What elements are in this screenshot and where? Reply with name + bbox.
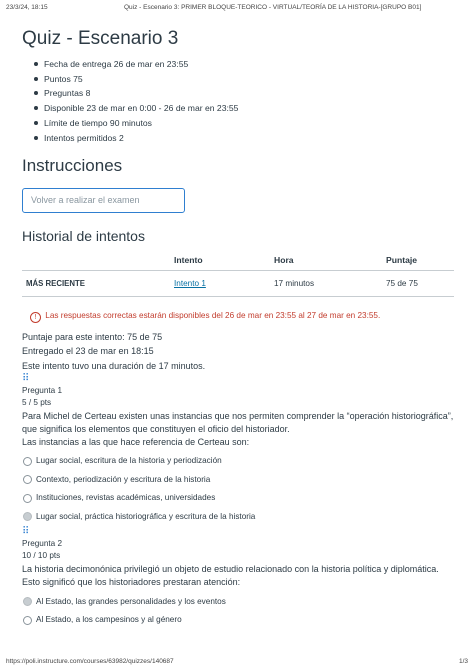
- print-date: 23/3/24, 18:15: [6, 4, 48, 11]
- answer-option[interactable]: [22, 470, 454, 488]
- answer-text: Lugar social, escritura de la historia y periodización: [36, 456, 222, 466]
- attempt-summary: [22, 330, 454, 373]
- attempt-time: 17 minutos: [270, 271, 382, 297]
- question-text: La historia decimonónica privilegió un objeto de estudio relacionado con la historia política y diplomática.: [22, 564, 439, 575]
- quiz-details: [22, 57, 454, 145]
- answer-text: Instituciones, revistas académicas, universidades: [36, 493, 216, 503]
- answer-text: Al Estado, las grandes personalidades y los eventos: [36, 596, 226, 606]
- attempt-history-heading: Historial de intentos: [22, 228, 145, 245]
- print-url: https://poli.instructure.com/courses/63982/quizzes/140687: [6, 658, 174, 665]
- radio-icon[interactable]: [23, 475, 32, 484]
- detail-time-limit: Límite de tiempo 90 minutos: [34, 116, 454, 131]
- quiz-content: [22, 28, 454, 629]
- warning-icon: !: [30, 312, 41, 323]
- table-row: [22, 271, 454, 297]
- answer-option[interactable]: [22, 593, 454, 611]
- drag-handle-icon[interactable]: ⠿: [22, 372, 30, 384]
- answer-option[interactable]: [22, 611, 454, 629]
- question-points: 5 / 5 pts: [22, 398, 52, 408]
- answer-option[interactable]: [22, 452, 454, 470]
- answers-availability-notice: [30, 311, 454, 323]
- question-label: Pregunta 2: [22, 538, 63, 548]
- attempt-history-table: [22, 250, 454, 297]
- instructions-heading: Instrucciones: [22, 156, 123, 176]
- column-header-attempt: Intento: [170, 250, 270, 271]
- question-label: Pregunta 1: [22, 385, 63, 395]
- notice-text: Las respuestas correctas estarán disponibles del 26 de mar en 23:55 al 27 de mar en 23:55.: [45, 311, 381, 321]
- submitted-line: Entregado el 23 de mar en 18:15: [22, 346, 154, 357]
- column-header-time: Hora: [270, 250, 382, 271]
- answer-list: [22, 593, 454, 630]
- retake-quiz-button[interactable]: Volver a realizar el examen: [22, 188, 185, 213]
- radio-selected-icon[interactable]: [23, 597, 32, 606]
- question-prompt: Esto significó que los historiadores prestaran atención:: [22, 577, 241, 588]
- radio-selected-icon[interactable]: [23, 512, 32, 521]
- detail-attempts-allowed: Intentos permitidos 2: [34, 131, 454, 146]
- question-block: [22, 538, 454, 630]
- score-line: Puntaje para este intento: 75 de 75: [22, 332, 163, 343]
- question-points: 10 / 10 pts: [22, 550, 61, 560]
- detail-questions: Preguntas 8: [34, 86, 454, 101]
- print-page-title: Quiz - Escenario 3: PRIMER BLOQUE-TEORICO - VIRTUAL/TEORÍA DE LA HISTORIA-[GRUPO B01]: [124, 4, 422, 11]
- attempt-score: 75 de 75: [382, 271, 454, 297]
- column-header-score: Puntaje: [382, 250, 454, 271]
- answer-text: Contexto, periodización y escritura de la historia: [36, 474, 211, 484]
- print-page-number: 1/3: [458, 658, 468, 665]
- table-header-row: [22, 250, 454, 271]
- column-header-blank: [22, 250, 170, 271]
- attempt-link[interactable]: Intento 1: [174, 279, 206, 289]
- quiz-title: Quiz - Escenario 3: [22, 28, 179, 49]
- answer-option[interactable]: [22, 507, 454, 525]
- radio-icon[interactable]: [23, 494, 32, 503]
- question-text: Para Michel de Certeau existen unas instancias que nos permiten comprender la “operación historiográfica”, que significa los elementos que constituyen el oficio del historiador.: [22, 411, 454, 434]
- question-prompt: Las instancias a las que hace referencia de Certeau son:: [22, 436, 250, 447]
- radio-icon[interactable]: [23, 616, 32, 625]
- answer-text: Lugar social, práctica historiográfica y escritura de la historia: [36, 511, 256, 521]
- detail-due-date: Fecha de entrega 26 de mar en 23:55: [34, 57, 454, 72]
- drag-handle-icon[interactable]: ⠿: [22, 525, 30, 537]
- duration-line: Este intento tuvo una duración de 17 minutos.: [22, 360, 206, 371]
- question-block: [22, 385, 454, 526]
- answer-text: Al Estado, a los campesinos y al género: [36, 615, 182, 625]
- answer-list: [22, 452, 454, 526]
- radio-icon[interactable]: [23, 457, 32, 466]
- detail-points: Puntos 75: [34, 72, 454, 87]
- detail-available: Disponible 23 de mar en 0:00 - 26 de mar en 23:55: [34, 101, 454, 116]
- answer-option[interactable]: [22, 489, 454, 507]
- latest-badge: MÁS RECIENTE: [22, 271, 170, 297]
